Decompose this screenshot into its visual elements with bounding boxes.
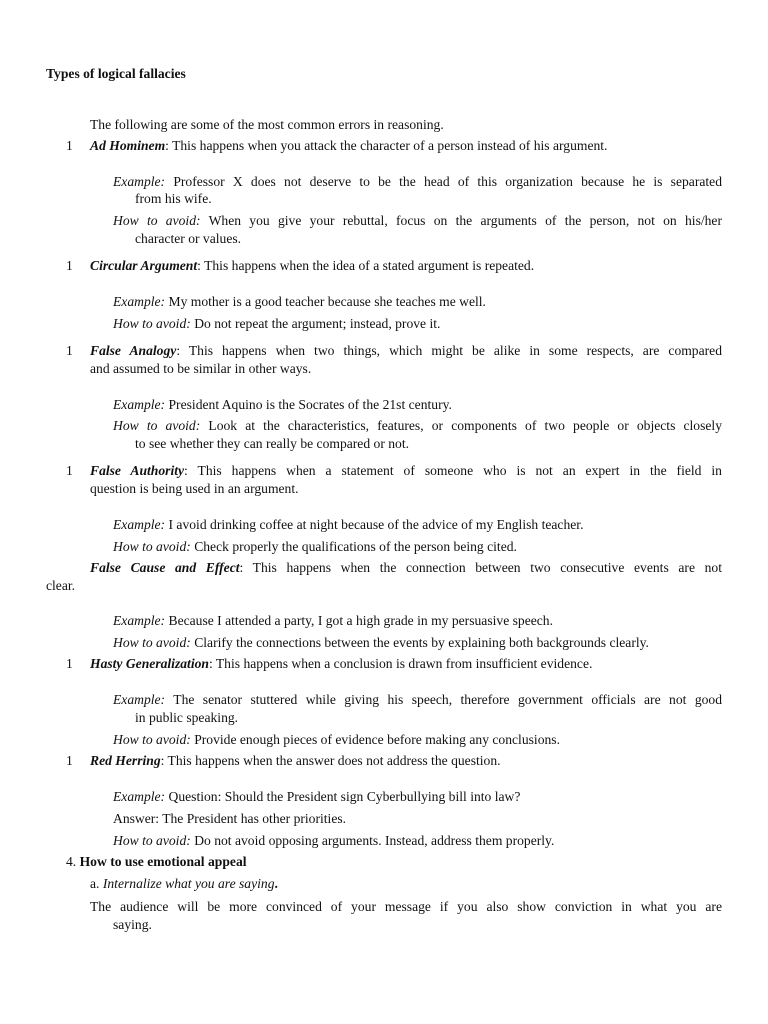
avoid-line bbox=[113, 832, 554, 850]
section-heading bbox=[66, 853, 247, 871]
fallacy-definition bbox=[90, 752, 501, 770]
section-body: The audience will be more convinced of your message if you also show conviction in what you are bbox=[90, 899, 722, 914]
avoid-text: When you give your rebuttal, focus on the arguments of the person, not on his/her bbox=[208, 213, 722, 228]
fallacy-description-continuation: clear. bbox=[46, 578, 76, 593]
example-label: Example: bbox=[113, 174, 166, 189]
avoid-label: How to avoid: bbox=[113, 635, 191, 650]
example-label: Example: bbox=[113, 517, 166, 532]
intro-text: The following are some of the most common errors in reasoning. bbox=[90, 117, 444, 132]
example-line bbox=[113, 612, 553, 630]
fallacy-description-continuation: and assumed to be similar in other ways. bbox=[90, 361, 312, 376]
fallacy-term: Hasty Generalization bbox=[90, 656, 209, 671]
example-label: Example: bbox=[113, 789, 166, 804]
avoid-text: Provide enough pieces of evidence before making any conclusions. bbox=[194, 732, 560, 747]
fallacy-description-continuation: question is being used in an argument. bbox=[90, 481, 299, 496]
avoid-line bbox=[113, 417, 722, 435]
example-line bbox=[113, 396, 452, 414]
fallacy-term: Circular Argument bbox=[90, 258, 198, 273]
fallacy-description: : This happens when a conclusion is drawn from insufficient evidence. bbox=[208, 656, 593, 671]
fallacy-term: Red Herring bbox=[90, 753, 161, 768]
avoid-label: How to avoid: bbox=[113, 539, 191, 554]
avoid-label: How to avoid: bbox=[113, 213, 201, 228]
example-line bbox=[113, 691, 722, 709]
fallacy-term: False Authority bbox=[90, 463, 185, 478]
fallacy-definition bbox=[90, 462, 722, 480]
example-text: Because I attended a party, I got a high grade in my persuasive speech. bbox=[168, 613, 554, 628]
fallacy-term: False Cause and Effect bbox=[90, 560, 240, 575]
fallacy-definition bbox=[90, 257, 534, 275]
fallacy-definition bbox=[90, 559, 722, 577]
list-number: 1 bbox=[66, 463, 73, 478]
section-number: 4. bbox=[66, 854, 77, 869]
list-number: 1 bbox=[66, 656, 73, 671]
example-text: Professor X does not deserve to be the head of this organization because he is separated bbox=[173, 174, 722, 189]
fallacy-description: : This happens when a statement of someone who is not an expert in the field in bbox=[184, 463, 722, 478]
fallacy-description: : This happens when the answer does not address the question. bbox=[160, 753, 501, 768]
avoid-line bbox=[113, 538, 517, 556]
avoid-text: Do not avoid opposing arguments. Instead, address them properly. bbox=[194, 833, 555, 848]
list-number: 1 bbox=[66, 343, 73, 358]
fallacy-description: : This happens when two things, which might be alike in some respects, are compared bbox=[176, 343, 722, 358]
subsection-heading bbox=[90, 875, 278, 893]
fallacy-description: : This happens when the idea of a stated argument is repeated. bbox=[197, 258, 535, 273]
example-text: The senator stuttered while giving his speech, therefore government officials are not good bbox=[173, 692, 723, 707]
example-line bbox=[113, 516, 583, 534]
example-label: Example: bbox=[113, 692, 166, 707]
avoid-text: Look at the characteristics, features, or components of two people or objects closely bbox=[208, 418, 723, 433]
example-continuation: in public speaking. bbox=[135, 710, 239, 725]
example-text: President Aquino is the Socrates of the 21st century. bbox=[168, 397, 452, 412]
fallacy-description: : This happens when the connection between two consecutive events are not bbox=[239, 560, 722, 575]
example-label: Example: bbox=[113, 397, 166, 412]
subsection-period: . bbox=[274, 876, 278, 891]
section-body-continuation: saying. bbox=[113, 917, 152, 932]
avoid-label: How to avoid: bbox=[113, 418, 201, 433]
fallacy-term: Ad Hominem bbox=[90, 138, 166, 153]
avoid-line bbox=[113, 212, 722, 230]
example-text: My mother is a good teacher because she teaches me well. bbox=[168, 294, 486, 309]
fallacy-definition bbox=[90, 655, 592, 673]
example-label: Example: bbox=[113, 613, 166, 628]
avoid-label: How to avoid: bbox=[113, 316, 191, 331]
example-line bbox=[113, 788, 520, 806]
avoid-line bbox=[113, 634, 649, 652]
subsection-title: Internalize what you are saying bbox=[102, 876, 275, 891]
avoid-label: How to avoid: bbox=[113, 833, 191, 848]
avoid-text: Check properly the qualifications of the person being cited. bbox=[194, 539, 517, 554]
page-title: Types of logical fallacies bbox=[46, 66, 186, 81]
answer-line: Answer: The President has other priorities. bbox=[113, 811, 347, 826]
list-number: 1 bbox=[66, 753, 73, 768]
avoid-line bbox=[113, 731, 560, 749]
avoid-continuation: character or values. bbox=[135, 231, 242, 246]
section-title: How to use emotional appeal bbox=[79, 854, 247, 869]
example-continuation: from his wife. bbox=[135, 191, 212, 206]
avoid-continuation: to see whether they can really be compared or not. bbox=[135, 436, 410, 451]
avoid-line bbox=[113, 315, 440, 333]
avoid-label: How to avoid: bbox=[113, 732, 191, 747]
example-text: I avoid drinking coffee at night because of the advice of my English teacher. bbox=[168, 517, 584, 532]
fallacy-definition bbox=[90, 137, 607, 155]
fallacy-term: False Analogy bbox=[90, 343, 177, 358]
example-text: Question: Should the President sign Cyberbullying bill into law? bbox=[168, 789, 521, 804]
subsection-prefix: a. bbox=[90, 876, 100, 891]
list-number: 1 bbox=[66, 258, 73, 273]
avoid-text: Do not repeat the argument; instead, prove it. bbox=[194, 316, 441, 331]
fallacy-description: : This happens when you attack the character of a person instead of his argument. bbox=[165, 138, 608, 153]
list-number: 1 bbox=[66, 138, 73, 153]
example-line bbox=[113, 173, 722, 191]
fallacy-definition bbox=[90, 342, 722, 360]
avoid-text: Clarify the connections between the events by explaining both backgrounds clearly. bbox=[194, 635, 649, 650]
example-label: Example: bbox=[113, 294, 166, 309]
example-line bbox=[113, 293, 486, 311]
